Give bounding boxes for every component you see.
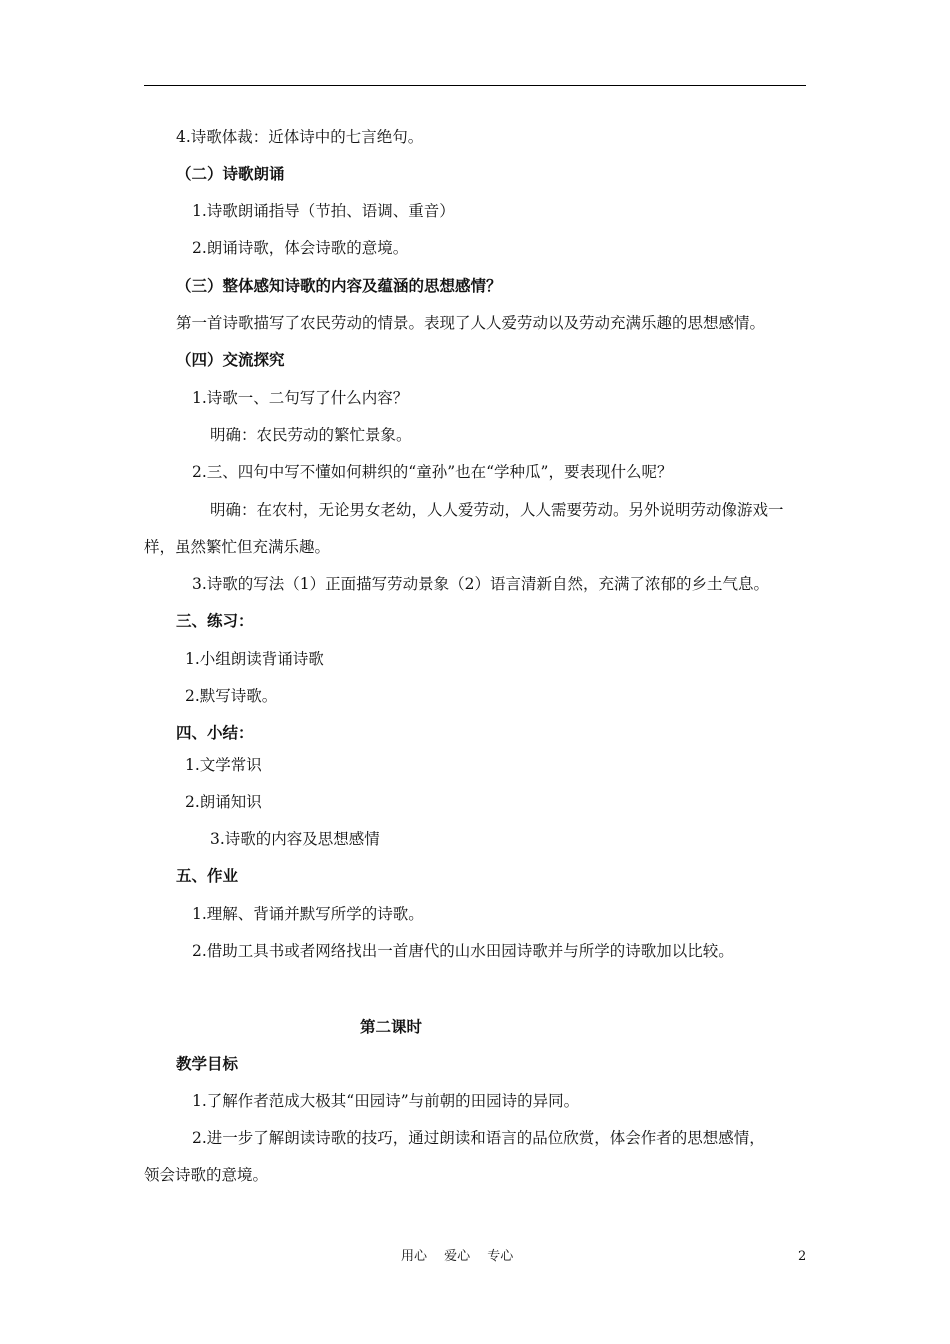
text-line: 1.诗歌朗诵指导（节拍、语调、重音） (192, 202, 455, 220)
text-line: 明确：在农村，无论男女老幼，人人爱劳动，人人需要劳动。另外说明劳动像游戏一 (210, 501, 784, 519)
text-line: 第一首诗歌描写了农民劳动的情景。表现了人人爱劳动以及劳动充满乐趣的思想感情。 (176, 314, 766, 332)
section-heading: 教学目标 (176, 1054, 239, 1073)
text-line: 2.朗诵知识 (185, 793, 262, 811)
header-rule (144, 85, 806, 86)
text-line: 2.借助工具书或者网络找出一首唐代的山水田园诗歌并与所学的诗歌加以比较。 (192, 942, 734, 960)
lesson-title: 第二课时 (360, 1017, 423, 1036)
section-heading: （三）整体感知诗歌的内容及蕴涵的思想感情？ (176, 276, 502, 295)
text-line: 明确：农民劳动的繁忙景象。 (210, 426, 412, 444)
section-heading: （四）交流探究 (176, 350, 285, 369)
text-line: 2.朗诵诗歌，体会诗歌的意境。 (192, 239, 409, 257)
section-heading: 五、作业 (176, 866, 239, 885)
section-heading: 四、小结： (176, 723, 254, 742)
text-line: 1.了解作者范成大极其“田园诗”与前朝的田园诗的异同。 (192, 1092, 580, 1110)
text-line: 3.诗歌的内容及思想感情 (210, 830, 380, 848)
text-line: 1.理解、背诵并默写所学的诗歌。 (192, 905, 424, 923)
page-number: 2 (798, 1249, 807, 1264)
section-heading: （二）诗歌朗诵 (176, 164, 285, 183)
text-line: 领会诗歌的意境。 (144, 1166, 269, 1184)
text-line: 1.小组朗读背诵诗歌 (185, 650, 324, 668)
text-line: 2.进一步了解朗读诗歌的技巧，通过朗读和语言的品位欣赏，体会作者的思想感情， (192, 1129, 765, 1147)
footer-motto: 用心 爱心 专心 (401, 1249, 514, 1264)
text-line: 2.三、四句中写不懂如何耕织的“童孙”也在“学种瓜”，要表现什么呢？ (192, 463, 673, 481)
text-line: 1.文学常识 (185, 756, 262, 774)
text-line: 样，虽然繁忙但充满乐趣。 (144, 538, 331, 556)
section-heading: 三、练习： (176, 611, 254, 630)
text-line: 3.诗歌的写法（1）正面描写劳动景象（2）语言清新自然，充满了浓郁的乡土气息。 (192, 575, 770, 593)
text-line: 1.诗歌一、二句写了什么内容？ (192, 389, 409, 407)
text-line: 4.诗歌体裁：近体诗中的七言绝句。 (176, 128, 424, 146)
text-line: 2.默写诗歌。 (185, 687, 278, 705)
